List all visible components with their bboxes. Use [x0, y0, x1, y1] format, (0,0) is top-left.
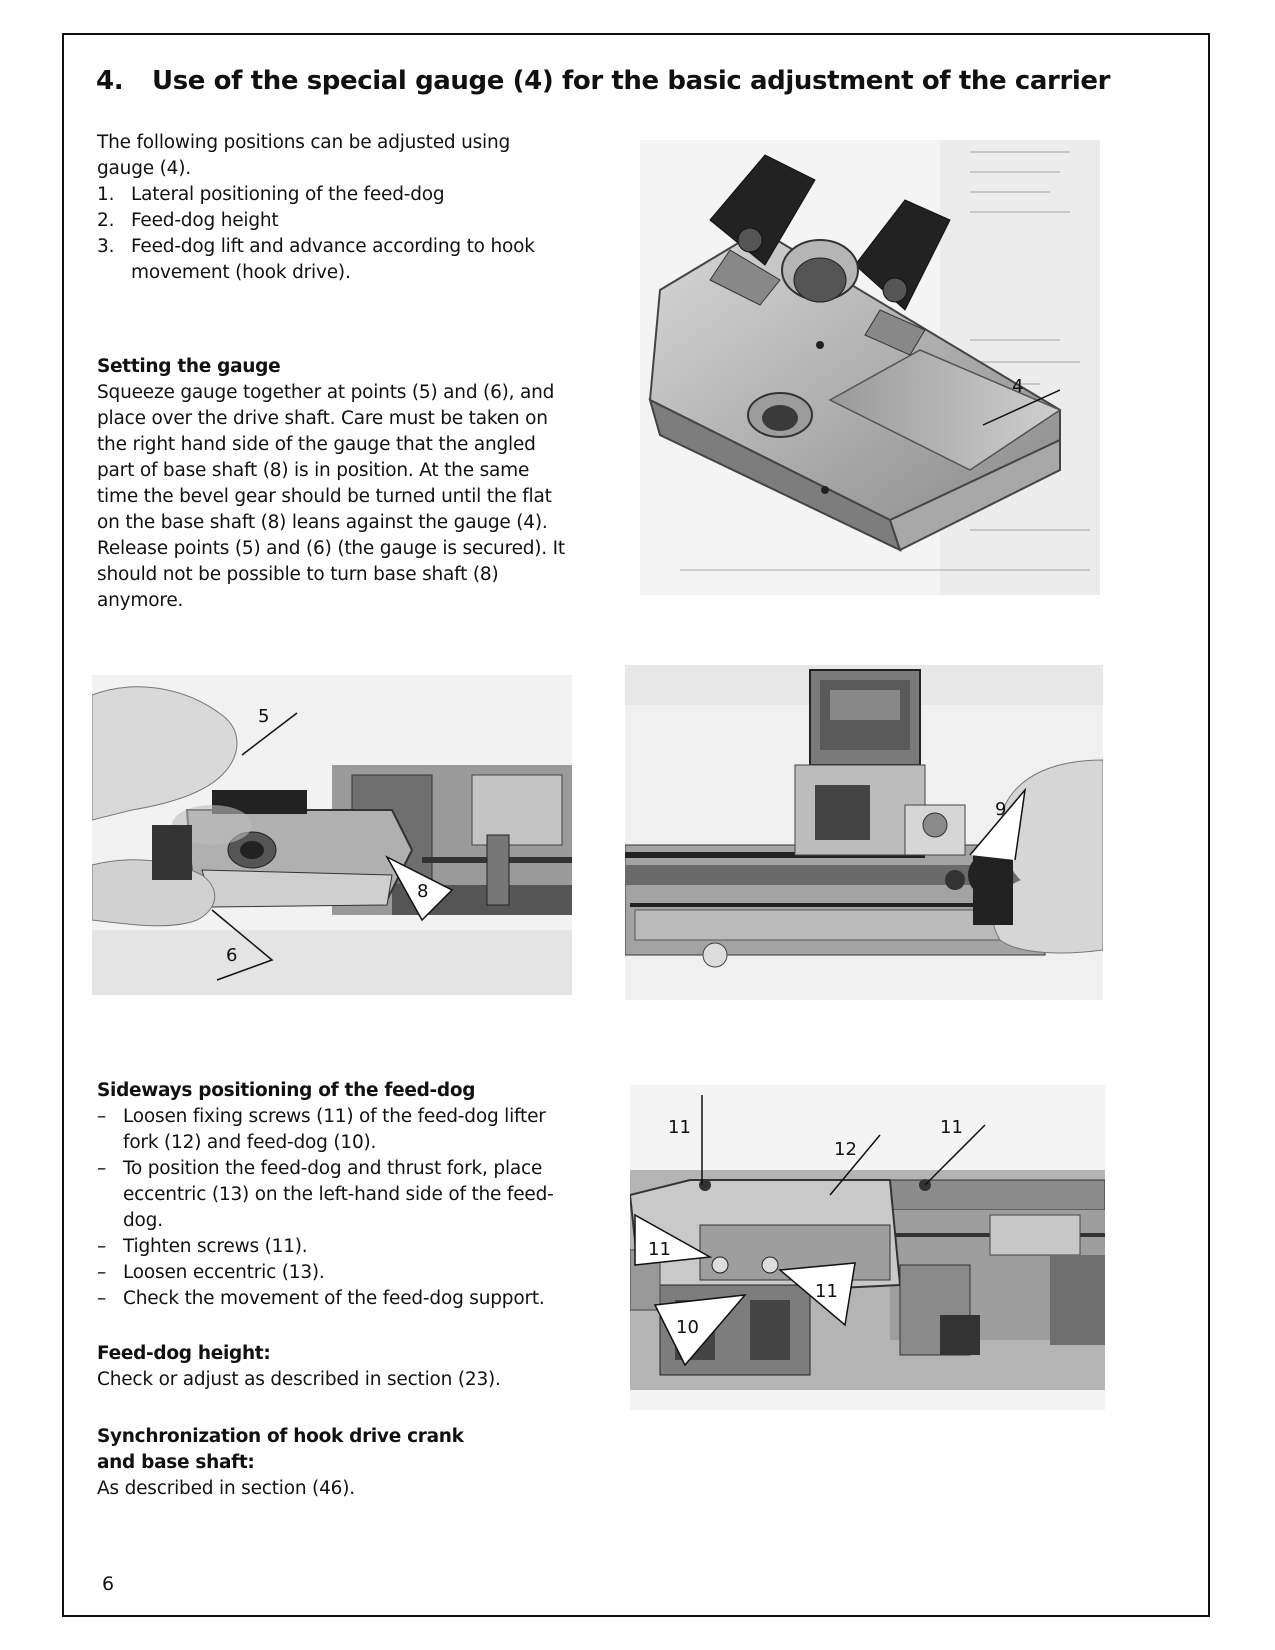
callout-10: 10	[676, 1317, 699, 1338]
carrier-photo	[630, 1085, 1105, 1410]
callout-11-center: 11	[815, 1281, 838, 1302]
intro-item	[97, 234, 601, 286]
section-number: 4.	[96, 66, 124, 96]
item-number: 1.	[97, 184, 115, 205]
sideways-heading: Sideways positioning of the feed-dog	[97, 1080, 476, 1101]
sideways-item: – Check the movement of the feed-dog support.	[97, 1286, 577, 1312]
intro-block	[97, 130, 637, 286]
intro-item	[97, 208, 637, 234]
section-title	[96, 66, 1196, 96]
sideways-item: – Tighten screws (11).	[97, 1234, 577, 1260]
item-number: 2.	[97, 210, 115, 231]
height-text: Check or adjust as described in section (23).	[97, 1369, 501, 1390]
callout-11-top-right: 11	[940, 1117, 963, 1138]
motor-photo	[625, 665, 1103, 1000]
height-heading: Feed-dog height:	[97, 1343, 271, 1364]
callout-9: 9	[995, 799, 1007, 820]
item-text: Feed-dog height	[131, 210, 279, 231]
sideways-item: – Loosen fixing screws (11) of the feed-dog lifter fork (12) and feed-dog (10).	[97, 1104, 577, 1156]
sync-block	[97, 1424, 477, 1502]
callout-6: 6	[226, 945, 238, 966]
callout-4: 4	[1012, 376, 1024, 397]
item-text: Feed-dog lift and advance according to hook movement (hook drive).	[131, 236, 535, 283]
callout-11-left: 11	[648, 1239, 671, 1260]
setting-gauge-text: Squeeze gauge together at points (5) and (6), and place over the drive shaft. Care must be taken on the right hand side of the gauge that the angled part of base shaft (8) is in position. At the same time the bevel gear should be turned until the flat on the base shaft (8) leans against the gauge (4). Release points (5) and (6) (the gauge is secured). It should not be possible to turn base shaft (8) anymore.	[97, 382, 565, 611]
intro-item	[97, 182, 637, 208]
intro-text: The following positions can be adjusted using gauge (4).	[97, 132, 511, 179]
intro-list	[97, 182, 637, 286]
height-block	[97, 1341, 637, 1393]
sideways-block	[97, 1078, 577, 1312]
callout-11-top-left: 11	[668, 1117, 691, 1138]
callout-8: 8	[417, 881, 429, 902]
gauge-photo	[640, 140, 1100, 595]
item-number: 3.	[97, 236, 115, 257]
callout-5: 5	[258, 706, 270, 727]
sync-heading: Synchronization of hook drive crank and base shaft:	[97, 1426, 464, 1473]
setting-gauge-heading: Setting the gauge	[97, 356, 281, 377]
sideways-item: – Loosen eccentric (13).	[97, 1260, 577, 1286]
item-text: Lateral positioning of the feed-dog	[131, 184, 445, 205]
sideways-list	[97, 1104, 577, 1312]
callout-12: 12	[834, 1139, 857, 1160]
sideways-item: – To position the feed-dog and thrust fork, place eccentric (13) on the left-hand side of the feed-dog.	[97, 1156, 577, 1234]
page-number: 6	[102, 1573, 114, 1595]
hands-gauge-photo	[92, 675, 572, 995]
section-title-text: Use of the special gauge (4) for the basic adjustment of the carrier	[152, 66, 1111, 96]
setting-gauge-block	[97, 354, 572, 614]
sync-text: As described in section (46).	[97, 1478, 355, 1499]
